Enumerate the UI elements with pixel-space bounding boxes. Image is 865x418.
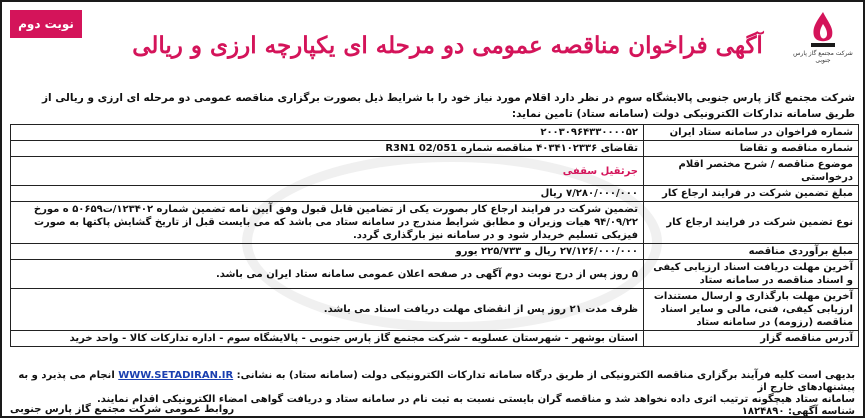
row-value: ۲۰۰۳۰۹۶۴۳۳۰۰۰۰۵۲ [11,125,644,141]
table-row [11,186,859,202]
row-label: نوع تضمین شرکت در فرایند ارجاع کار [644,202,859,244]
tender-details-table [10,124,859,347]
page-title: آگهی فراخوان مناقصه عمومی دو مرحله ای یکپارچه ارزی و ریالی [132,32,763,59]
table-row [11,260,859,289]
signature: روابط عمومی شرکت مجتمع گاز پارس جنوبی [10,404,235,415]
header [2,2,863,82]
setadiran-link[interactable]: WWW.SETADIRAN.IR [118,370,234,381]
company-logo [791,10,855,72]
row-label: مبلغ تضمین شرکت در فرایند ارجاع کار [644,186,859,202]
logo-caption: شرکت مجتمع گاز پارس جنوبی [793,50,853,64]
row-value: تضمین شرکت در فرایند ارجاع کار بصورت یکی از تضامین قابل قبول وفق آیین نامه تضمین شماره ۱۲۳۴۰۲/ت۵۰۶۵۹ ه مورخ ۹۴/۰۹/۲۲ هیات وزیران و مطابق شرایط مندرج در سامانه ستاد می باشد که می بایست قبل از تاریخ گشایش پاکتها به صورت فیزیکی تسلیم خریدار شود و در سامانه نیز بارگذاری گردد. [11,202,644,244]
footer-text-before-link: بدیهی است کلیه فرآیند برگزاری مناقصه الکترونیکی از طریق درگاه سامانه تدارکات الکترونیکی دولت (سامانه ستاد) به نشانی: [236,370,855,381]
table-row [11,331,859,347]
table-row [11,141,859,157]
footer-line-1 [10,370,855,394]
table-row [11,157,859,186]
row-label: آخرین مهلت دریافت اسناد ارزیابی کیفی و اسناد مناقصه در سامانه ستاد [644,260,859,289]
row-label: شماره فراخوان در سامانه ستاد ایران [644,125,859,141]
flame-logo-icon [806,10,840,50]
row-value: استان بوشهر - شهرستان عسلویه - شرکت مجتمع گاز پارس جنوبی - پالایشگاه سوم - اداره تدارکات کالا - واحد خرید [11,331,644,347]
row-label: آدرس مناقصه گزار [644,331,859,347]
row-value: ۷/۲۸۰/۰۰۰/۰۰۰ ریال [11,186,644,202]
row-value-subject: جرثقیل سقفی [11,157,644,186]
row-label: مبلغ برآوردی مناقصه [644,244,859,260]
footer-text-after-link: انجام می پذیرد و به پیشنهادهای خارج از [18,370,855,393]
footer-line-2: سامانه ستاد هیچگونه ترتیب اثری داده نخواهد شد و مناقصه گران بایستی نسبت به ثبت نام در سامانه ستاد و دریافت گواهی امضاء الکترونیکی اقدام نمایند. [96,394,855,405]
table-row [11,244,859,260]
row-label: آخرین مهلت بارگذاری و ارسال مستندات ارزیابی کیفی، فنی، مالی و سایر اسناد مناقصه (رزومه) در سامانه ستاد [644,289,859,331]
table-row [11,125,859,141]
row-value: ۵ روز پس از درج نوبت دوم آگهی در صفحه اعلان عمومی سامانه ستاد ایران می باشد. [11,260,644,289]
row-label: موضوع مناقصه / شرح مختصر اقلام درخواستی [644,157,859,186]
row-value: تقاضای ۴۰۳۴۱۰۲۳۳۶ مناقصه شماره 02/051 R3N1 [11,141,644,157]
intro-text: شرکت مجتمع گاز پارس جنوبی پالایشگاه سوم در نظر دارد اقلام مورد نیاز خود را با شرایط ذیل بصورت برگزاری مناقصه عمومی دو مرحله ای ارزی و ریالی از طریق سامانه تدارکات الکترونیکی دولت (سامانه ستاد) تامین نماید: [42,92,855,120]
table-row [11,289,859,331]
row-value: ظرف مدت ۲۱ روز پس از انقضای مهلت دریافت اسناد می باشد. [11,289,644,331]
ad-id: شناسه آگهی: ۱۸۲۴۸۹۰ [741,406,855,417]
round-badge: نوبت دوم [10,10,82,38]
table-row [11,202,859,244]
row-value: ۲۷/۱۲۶/۰۰۰/۰۰۰ ریال و ۲۲۵/۷۳۳ یورو [11,244,644,260]
row-label: شماره مناقصه و تقاضا [644,141,859,157]
